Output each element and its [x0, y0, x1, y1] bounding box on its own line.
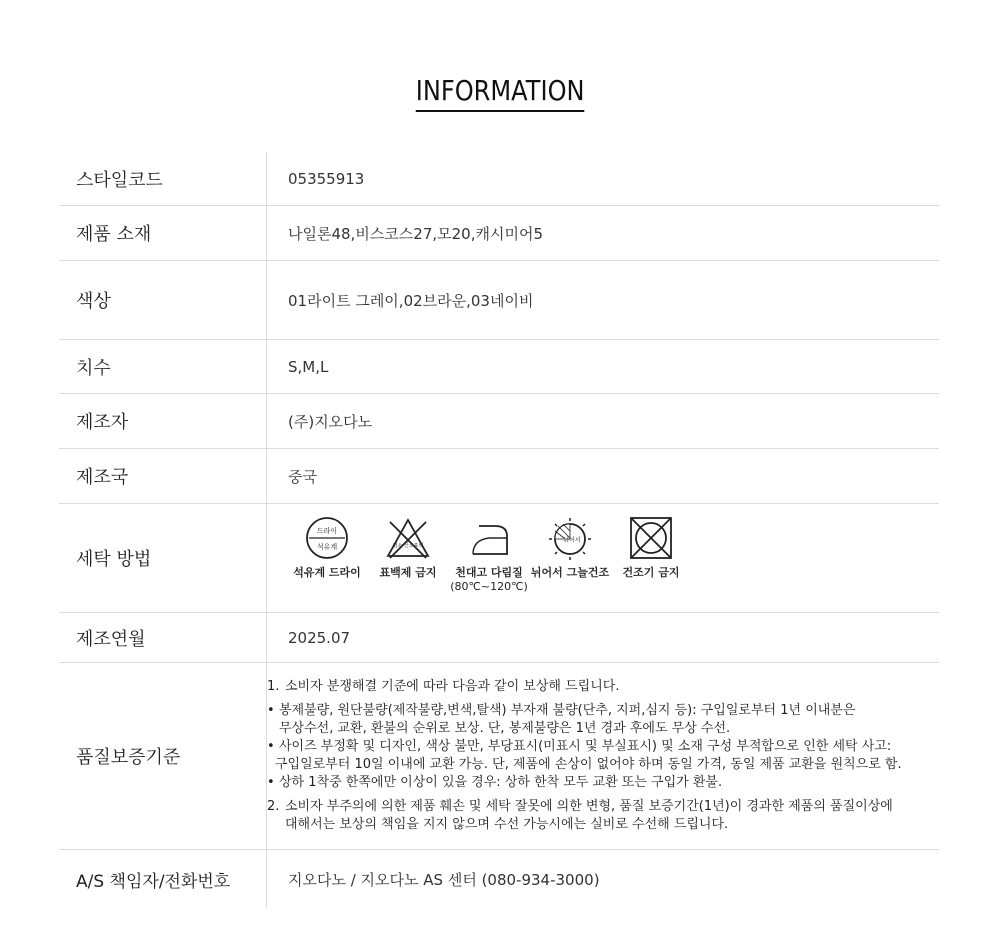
row-quality: [59, 663, 939, 850]
style-code-label: 스타일코드: [59, 152, 267, 205]
page-title: INFORMATION: [416, 74, 585, 112]
row-material: [59, 206, 939, 261]
care-shade-dry: [531, 516, 609, 580]
no-bleach-icon-text: 염소·산소표백: [392, 543, 424, 549]
iron-icon: [465, 516, 513, 562]
maker-value: (주)지오다노: [288, 412, 373, 431]
material-value: 나일론48,비스코스27,모20,캐시미어5: [288, 224, 543, 243]
quality-item-2: 2. 소비자 부주의에 의한 제품 훼손 및 세탁 잘못에 의한 변형, 품질 보증기간(1년)이 경과한 제품의 품질이상에 대해서는 보상의 책임을 지지 않으며 수선 가능시에는 실비로 수선해 드립니다.: [267, 799, 893, 832]
info-heading-wrap: [0, 74, 1000, 112]
quality-text: [267, 663, 939, 849]
as-value: 지오다노 / 지오다노 AS 센터 (080-934-3000): [288, 870, 600, 889]
quality-item-1: 1. 소비자 분쟁해결 기준에 따라 다음과 같이 보상해 드립니다.: [267, 679, 620, 694]
row-color: [59, 261, 939, 340]
no-tumble-dry-icon: [627, 516, 675, 562]
quality-bullet-2: • 사이즈 부정확 및 디자인, 색상 불만, 부당표시(미표시 및 부실표시) 및 소재 구성 부적합으로 인한 세탁 사고: 구입일로부터 10일 이내에 교환 가능. 단, 제품에 손상이 없어야 하며 동일 가격, 동일 제품 교환을 원칙으로 함.: [267, 739, 902, 772]
no-bleach-caption: 표백제 금지: [379, 566, 437, 579]
dry-clean-icon-bottom: 석유계: [316, 543, 338, 551]
maker-label: 제조자: [59, 394, 267, 448]
care-symbols: [267, 504, 939, 612]
row-as: [59, 850, 939, 908]
iron-caption: 천대고 다림질: [455, 566, 523, 579]
quality-bullet-1: • 봉제불량, 원단불량(제작불량,변색,탈색) 부자재 불량(단추, 지퍼,심지 등): 구입일로부터 1년 이내분은 무상수선, 교환, 환불의 순위로 보상. 단, 봉제불량은 1년 경과 후에도 무상 수선.: [267, 703, 856, 736]
row-washing: [59, 504, 939, 613]
dry-clean-icon-top: 드라이: [316, 527, 338, 535]
row-country: [59, 449, 939, 504]
color-label: 색상: [59, 261, 267, 339]
country-value: 중국: [288, 467, 317, 486]
shade-dry-caption: 뉘어서 그늘건조: [530, 566, 610, 579]
color-value: 01라이트 그레이,02브라운,03네이비: [288, 291, 534, 310]
no-tumble-caption: 건조기 금지: [622, 566, 680, 579]
dry-clean-caption: 석유계 드라이: [293, 566, 361, 579]
iron-temperature: (80℃~120℃): [450, 580, 528, 593]
info-table: [59, 152, 939, 908]
no-bleach-icon: [384, 516, 432, 562]
care-iron: [450, 516, 528, 593]
country-label: 제조국: [59, 449, 267, 503]
shade-dry-icon-text: 뉘어서: [563, 537, 581, 544]
date-value: 2025.07: [288, 628, 351, 647]
quality-label: 품질보증기준: [59, 663, 267, 849]
size-value: S,M,L: [288, 357, 329, 376]
row-maker: [59, 394, 939, 449]
shade-dry-icon: [546, 516, 594, 562]
quality-bullet-3: • 상하 1착중 한쪽에만 이상이 있을 경우: 상하 한착 모두 교환 또는 구입가 환불.: [267, 775, 723, 790]
dry-clean-icon: [303, 516, 351, 562]
row-size: [59, 340, 939, 394]
date-label: 제조연월: [59, 613, 267, 662]
care-no-bleach: [369, 516, 447, 580]
style-code-value: 05355913: [288, 169, 365, 188]
washing-label: 세탁 방법: [59, 504, 267, 612]
care-dry-clean: [288, 516, 366, 580]
as-label: A/S 책임자/전화번호: [59, 850, 267, 908]
care-no-tumble: [612, 516, 690, 580]
row-date: [59, 613, 939, 663]
row-style-code: [59, 152, 939, 206]
material-label: 제품 소재: [59, 206, 267, 260]
size-label: 치수: [59, 340, 267, 393]
